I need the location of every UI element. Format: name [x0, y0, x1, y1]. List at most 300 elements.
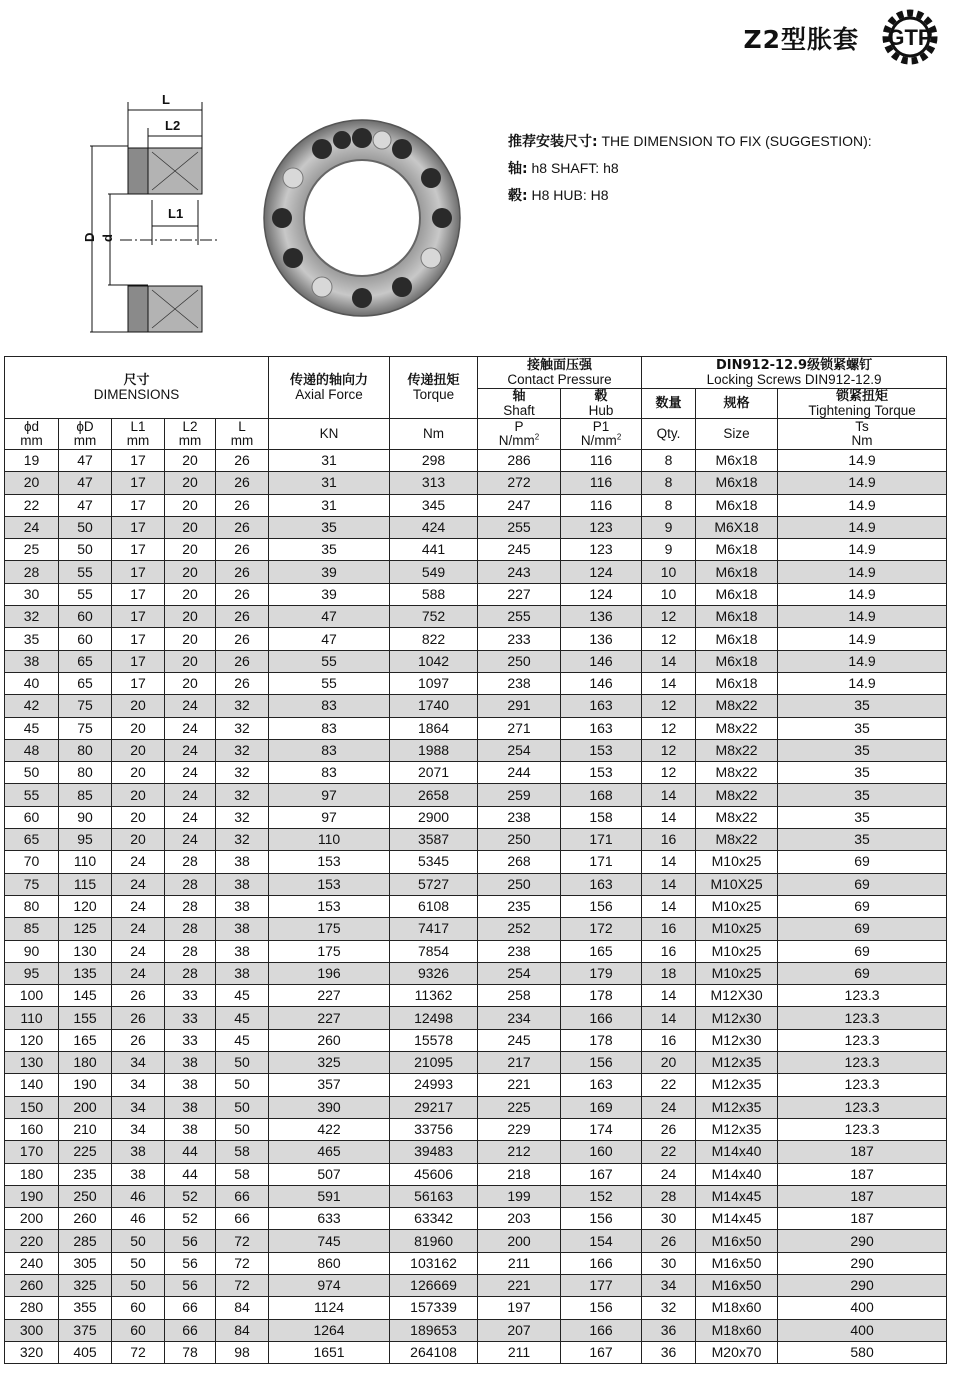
table-row — [5, 784, 947, 806]
header-size-zh: 规格 — [696, 389, 778, 419]
table-cell: 28 — [165, 962, 216, 984]
table-row — [5, 1007, 947, 1029]
table-cell: 400 — [778, 1297, 947, 1319]
table-row — [5, 851, 947, 873]
table-cell: 18 — [642, 962, 696, 984]
table-cell: M10x25 — [696, 940, 778, 962]
table-cell: 153 — [269, 895, 390, 917]
table-row — [5, 672, 947, 694]
table-cell: 1988 — [390, 739, 478, 761]
table-cell: M6x18 — [696, 672, 778, 694]
table-cell: 110 — [269, 829, 390, 851]
table-cell: 175 — [269, 918, 390, 940]
table-cell: 60 — [59, 606, 112, 628]
table-cell: 238 — [478, 672, 561, 694]
table-cell: 50 — [216, 1096, 269, 1118]
note-hub: 毂: H8 HUB: H8 — [508, 187, 609, 204]
table-cell: 24 — [642, 1096, 696, 1118]
table-cell: 33756 — [390, 1118, 478, 1140]
table-cell: 26 — [216, 583, 269, 605]
table-cell: 20 — [165, 516, 216, 538]
table-cell: 177 — [561, 1274, 642, 1296]
table-cell: 14.9 — [778, 583, 947, 605]
table-cell: 28 — [165, 940, 216, 962]
table-cell: 166 — [561, 1252, 642, 1274]
table-cell: 156 — [561, 1208, 642, 1230]
table-cell: 146 — [561, 650, 642, 672]
table-cell: 357 — [269, 1074, 390, 1096]
table-cell: 200 — [59, 1096, 112, 1118]
table-cell: 44 — [165, 1141, 216, 1163]
table-cell: 39 — [269, 561, 390, 583]
table-cell: M8x22 — [696, 829, 778, 851]
table-cell: 14.9 — [778, 450, 947, 472]
table-cell: M8x22 — [696, 806, 778, 828]
table-cell: 34 — [112, 1096, 165, 1118]
table-cell: 56 — [165, 1252, 216, 1274]
table-cell: 20 — [165, 672, 216, 694]
table-cell: 50 — [216, 1074, 269, 1096]
page-title: Z2型胀套 — [743, 25, 859, 54]
table-cell: 38 — [216, 940, 269, 962]
table-cell: 171 — [561, 829, 642, 851]
table-cell: 46 — [112, 1208, 165, 1230]
table-cell: 20 — [112, 739, 165, 761]
table-cell: 422 — [269, 1118, 390, 1140]
table-cell: 136 — [561, 606, 642, 628]
table-cell: 50 — [112, 1230, 165, 1252]
table-cell: 255 — [478, 516, 561, 538]
table-row — [5, 1230, 947, 1252]
table-cell: 123.3 — [778, 1052, 947, 1074]
table-cell: 220 — [5, 1230, 59, 1252]
table-cell: 290 — [778, 1274, 947, 1296]
table-row — [5, 494, 947, 516]
table-cell: 860 — [269, 1252, 390, 1274]
table-cell: 98 — [216, 1341, 269, 1363]
table-cell: 33 — [165, 1007, 216, 1029]
table-cell: 70 — [5, 851, 59, 873]
table-cell: 174 — [561, 1118, 642, 1140]
table-cell: 35 — [5, 628, 59, 650]
table-cell: 7417 — [390, 918, 478, 940]
table-cell: 240 — [5, 1252, 59, 1274]
table-cell: 258 — [478, 985, 561, 1007]
table-cell: 227 — [478, 583, 561, 605]
table-cell: 30 — [642, 1208, 696, 1230]
header-torque: 传递扭矩 Torque — [390, 357, 478, 419]
table-cell: 47 — [59, 472, 112, 494]
table-cell: 180 — [5, 1163, 59, 1185]
table-cell: 55 — [59, 583, 112, 605]
table-cell: M6x18 — [696, 450, 778, 472]
table-cell: 33 — [165, 1029, 216, 1051]
table-cell: 12 — [642, 628, 696, 650]
table-cell: 507 — [269, 1163, 390, 1185]
table-cell: 280 — [5, 1297, 59, 1319]
table-cell: 156 — [561, 1297, 642, 1319]
table-cell: 32 — [216, 784, 269, 806]
table-row — [5, 1297, 947, 1319]
table-cell: M20x70 — [696, 1341, 778, 1363]
table-cell: 16 — [642, 940, 696, 962]
table-cell: 155 — [59, 1007, 112, 1029]
table-cell: 21095 — [390, 1052, 478, 1074]
table-cell: 83 — [269, 762, 390, 784]
table-cell: 26 — [216, 450, 269, 472]
table-cell: 260 — [5, 1274, 59, 1296]
table-cell: M8x22 — [696, 784, 778, 806]
table-cell: 50 — [112, 1274, 165, 1296]
table-cell: 55 — [269, 650, 390, 672]
table-cell: 250 — [478, 873, 561, 895]
table-cell: 60 — [59, 628, 112, 650]
table-cell: 210 — [59, 1118, 112, 1140]
table-cell: 1124 — [269, 1297, 390, 1319]
table-cell: 38 — [216, 895, 269, 917]
table-cell: 65 — [59, 672, 112, 694]
table-cell: 153 — [269, 851, 390, 873]
table-row — [5, 695, 947, 717]
table-cell: 250 — [59, 1185, 112, 1207]
table-cell: 197 — [478, 1297, 561, 1319]
table-cell: M16x50 — [696, 1230, 778, 1252]
table-cell: 35 — [778, 739, 947, 761]
table-cell: 24 — [165, 695, 216, 717]
table-cell: M18x60 — [696, 1297, 778, 1319]
dim-label-L: L — [162, 92, 170, 107]
table-row — [5, 940, 947, 962]
table-cell: 212 — [478, 1141, 561, 1163]
table-cell: 14.9 — [778, 606, 947, 628]
note-dimension-fix: 推荐安装尺寸: THE DIMENSION TO FIX (SUGGESTION): — [508, 133, 872, 150]
table-cell: M6X18 — [696, 516, 778, 538]
table-cell: 20 — [165, 472, 216, 494]
table-cell: 69 — [778, 851, 947, 873]
table-cell: 34 — [112, 1052, 165, 1074]
table-cell: 123 — [561, 516, 642, 538]
table-cell: 103162 — [390, 1252, 478, 1274]
table-cell: 17 — [112, 539, 165, 561]
table-cell: M12x35 — [696, 1118, 778, 1140]
table-cell: 187 — [778, 1163, 947, 1185]
table-cell: 123.3 — [778, 985, 947, 1007]
dim-label-L2: L2 — [165, 118, 181, 133]
table-cell: 26 — [216, 472, 269, 494]
header-col-qty: Qty. — [642, 419, 696, 450]
table-cell: 146 — [561, 672, 642, 694]
table-cell: M12x35 — [696, 1074, 778, 1096]
table-cell: 130 — [59, 940, 112, 962]
table-row — [5, 650, 947, 672]
header-shaft: 轴 Shaft — [478, 389, 561, 419]
header-col-size: Size — [696, 419, 778, 450]
table-cell: 145 — [59, 985, 112, 1007]
table-cell: 163 — [561, 1074, 642, 1096]
table-cell: 196 — [269, 962, 390, 984]
table-cell: M6x18 — [696, 539, 778, 561]
table-cell: 120 — [59, 895, 112, 917]
table-cell: 156 — [561, 1052, 642, 1074]
table-cell: 47 — [59, 494, 112, 516]
table-cell: 1097 — [390, 672, 478, 694]
table-cell: 24 — [112, 940, 165, 962]
table-row — [5, 1341, 947, 1363]
table-cell: 272 — [478, 472, 561, 494]
table-cell: 17 — [112, 561, 165, 583]
table-cell: 26 — [112, 1007, 165, 1029]
table-cell: 1651 — [269, 1341, 390, 1363]
table-cell: 28 — [165, 851, 216, 873]
table-cell: 32 — [216, 739, 269, 761]
table-cell: 165 — [561, 940, 642, 962]
table-cell: 100 — [5, 985, 59, 1007]
table-cell: 24 — [642, 1163, 696, 1185]
table-cell: 166 — [561, 1319, 642, 1341]
table-cell: 320 — [5, 1341, 59, 1363]
table-cell: 325 — [59, 1274, 112, 1296]
table-cell: 38 — [216, 851, 269, 873]
table-cell: 14.9 — [778, 516, 947, 538]
table-cell: 14 — [642, 784, 696, 806]
table-cell: 20 — [165, 494, 216, 516]
table-cell: M14x40 — [696, 1141, 778, 1163]
table-cell: 14.9 — [778, 472, 947, 494]
table-row — [5, 606, 947, 628]
table-cell: 38 — [165, 1052, 216, 1074]
table-row — [5, 1319, 947, 1341]
table-cell: 14 — [642, 985, 696, 1007]
table-cell: 17 — [112, 450, 165, 472]
table-cell: 24 — [165, 739, 216, 761]
table-cell: 2658 — [390, 784, 478, 806]
table-cell: 1864 — [390, 717, 478, 739]
table-cell: 56163 — [390, 1185, 478, 1207]
header-locking-screws: DIN912-12.9级锁紧螺钉 Locking Screws DIN912-12.9 — [642, 357, 947, 389]
table-cell: 254 — [478, 962, 561, 984]
table-cell: 14 — [642, 873, 696, 895]
table-cell: 227 — [269, 985, 390, 1007]
table-cell: 50 — [216, 1052, 269, 1074]
table-cell: 190 — [59, 1074, 112, 1096]
table-cell: 38 — [5, 650, 59, 672]
table-cell: 20 — [112, 806, 165, 828]
table-cell: 264108 — [390, 1341, 478, 1363]
table-cell: 221 — [478, 1074, 561, 1096]
table-cell: 203 — [478, 1208, 561, 1230]
table-cell: M8x22 — [696, 695, 778, 717]
table-cell: 163 — [561, 873, 642, 895]
table-cell: 24 — [165, 784, 216, 806]
table-cell: 116 — [561, 494, 642, 516]
table-cell: 25 — [5, 539, 59, 561]
table-cell: M10x25 — [696, 918, 778, 940]
table-cell: 125 — [59, 918, 112, 940]
table-cell: 8 — [642, 494, 696, 516]
table-cell: 153 — [561, 762, 642, 784]
table-cell: 66 — [216, 1185, 269, 1207]
table-cell: 291 — [478, 695, 561, 717]
table-cell: 26 — [216, 561, 269, 583]
table-cell: 60 — [112, 1319, 165, 1341]
header-col-L: L mm — [216, 419, 269, 450]
table-row — [5, 583, 947, 605]
table-cell: 745 — [269, 1230, 390, 1252]
header-col-p: P $N/mm^2$ — [478, 419, 561, 450]
table-cell: 26 — [216, 539, 269, 561]
table-cell: 26 — [112, 985, 165, 1007]
table-cell: 35 — [269, 539, 390, 561]
table-cell: 187 — [778, 1208, 947, 1230]
table-cell: M6x18 — [696, 628, 778, 650]
table-cell: 424 — [390, 516, 478, 538]
table-cell: 17 — [112, 672, 165, 694]
header-unit-kn: KN — [269, 419, 390, 450]
table-cell: 580 — [778, 1341, 947, 1363]
table-cell: 12 — [642, 739, 696, 761]
table-cell: 47 — [59, 450, 112, 472]
table-cell: 115 — [59, 873, 112, 895]
table-cell: 3587 — [390, 829, 478, 851]
table-cell: 26 — [642, 1118, 696, 1140]
table-cell: M14x45 — [696, 1208, 778, 1230]
table-cell: 16 — [642, 1029, 696, 1051]
table-cell: 20 — [165, 628, 216, 650]
table-cell: 130 — [5, 1052, 59, 1074]
table-row — [5, 561, 947, 583]
table-cell: 22 — [642, 1074, 696, 1096]
product-photo — [262, 118, 462, 318]
table-cell: 75 — [59, 717, 112, 739]
table-cell: 110 — [5, 1007, 59, 1029]
table-cell: 30 — [5, 583, 59, 605]
table-cell: M12x30 — [696, 1029, 778, 1051]
table-cell: 58 — [216, 1141, 269, 1163]
table-cell: 238 — [478, 806, 561, 828]
table-cell: M6x18 — [696, 583, 778, 605]
table-cell: 31 — [269, 450, 390, 472]
table-row — [5, 1208, 947, 1230]
table-row — [5, 1118, 947, 1140]
table-cell: 38 — [165, 1118, 216, 1140]
table-cell: 9 — [642, 539, 696, 561]
table-cell: 175 — [269, 940, 390, 962]
table-cell: 126669 — [390, 1274, 478, 1296]
table-cell: 243 — [478, 561, 561, 583]
table-cell: 28 — [642, 1185, 696, 1207]
table-cell: 163 — [561, 717, 642, 739]
table-row — [5, 1252, 947, 1274]
table-cell: 187 — [778, 1141, 947, 1163]
table-row — [5, 739, 947, 761]
table-cell: 35 — [778, 806, 947, 828]
table-cell: 16 — [642, 829, 696, 851]
table-cell: 60 — [112, 1297, 165, 1319]
table-cell: 60 — [5, 806, 59, 828]
table-cell: 65 — [59, 650, 112, 672]
table-cell: 90 — [59, 806, 112, 828]
table-cell: 752 — [390, 606, 478, 628]
table-cell: 31 — [269, 494, 390, 516]
header-col-D: ϕD mm — [59, 419, 112, 450]
table-row — [5, 472, 947, 494]
table-cell: 35 — [778, 717, 947, 739]
table-cell: 14.9 — [778, 650, 947, 672]
table-cell: 80 — [5, 895, 59, 917]
table-cell: 38 — [112, 1141, 165, 1163]
table-cell: 36 — [642, 1341, 696, 1363]
table-cell: 31 — [269, 472, 390, 494]
table-cell: 20 — [5, 472, 59, 494]
table-cell: 259 — [478, 784, 561, 806]
table-cell: 170 — [5, 1141, 59, 1163]
table-cell: 24 — [5, 516, 59, 538]
table-cell: 72 — [216, 1230, 269, 1252]
table-cell: 165 — [59, 1029, 112, 1051]
table-row — [5, 806, 947, 828]
table-row — [5, 829, 947, 851]
table-cell: 45606 — [390, 1163, 478, 1185]
table-cell: 45 — [216, 1007, 269, 1029]
table-cell: 38 — [112, 1163, 165, 1185]
table-cell: 72 — [216, 1274, 269, 1296]
table-cell: 6108 — [390, 895, 478, 917]
table-cell: 47 — [269, 606, 390, 628]
table-cell: 2900 — [390, 806, 478, 828]
table-cell: 55 — [5, 784, 59, 806]
table-cell: 11362 — [390, 985, 478, 1007]
table-cell: 35 — [269, 516, 390, 538]
table-cell: 17 — [112, 516, 165, 538]
table-cell: 14.9 — [778, 539, 947, 561]
table-cell: 245 — [478, 539, 561, 561]
table-cell: 234 — [478, 1007, 561, 1029]
table-cell: 50 — [59, 539, 112, 561]
table-cell: 218 — [478, 1163, 561, 1185]
table-cell: M6x18 — [696, 650, 778, 672]
table-cell: 20 — [165, 450, 216, 472]
table-cell: 17 — [112, 494, 165, 516]
table-cell: 235 — [59, 1163, 112, 1185]
table-cell: 153 — [561, 739, 642, 761]
table-cell: 17 — [112, 583, 165, 605]
table-cell: 120 — [5, 1029, 59, 1051]
header-col-ts: Ts Nm — [778, 419, 947, 450]
table-cell: 14.9 — [778, 561, 947, 583]
table-cell: 169 — [561, 1096, 642, 1118]
table-cell: 298 — [390, 450, 478, 472]
table-cell: 45 — [5, 717, 59, 739]
table-cell: 72 — [216, 1252, 269, 1274]
table-cell: 28 — [5, 561, 59, 583]
table-row — [5, 450, 947, 472]
table-cell: 20 — [112, 717, 165, 739]
table-row — [5, 1029, 947, 1051]
table-cell: 32 — [216, 829, 269, 851]
table-cell: 24 — [112, 873, 165, 895]
table-cell: 152 — [561, 1185, 642, 1207]
table-cell: 633 — [269, 1208, 390, 1230]
table-cell: 14 — [642, 806, 696, 828]
table-cell: 154 — [561, 1230, 642, 1252]
table-cell: M8x22 — [696, 739, 778, 761]
table-cell: 44 — [165, 1163, 216, 1185]
table-cell: 26 — [216, 494, 269, 516]
table-row — [5, 1141, 947, 1163]
table-cell: 207 — [478, 1319, 561, 1341]
table-cell: 325 — [269, 1052, 390, 1074]
table-cell: M12x35 — [696, 1052, 778, 1074]
